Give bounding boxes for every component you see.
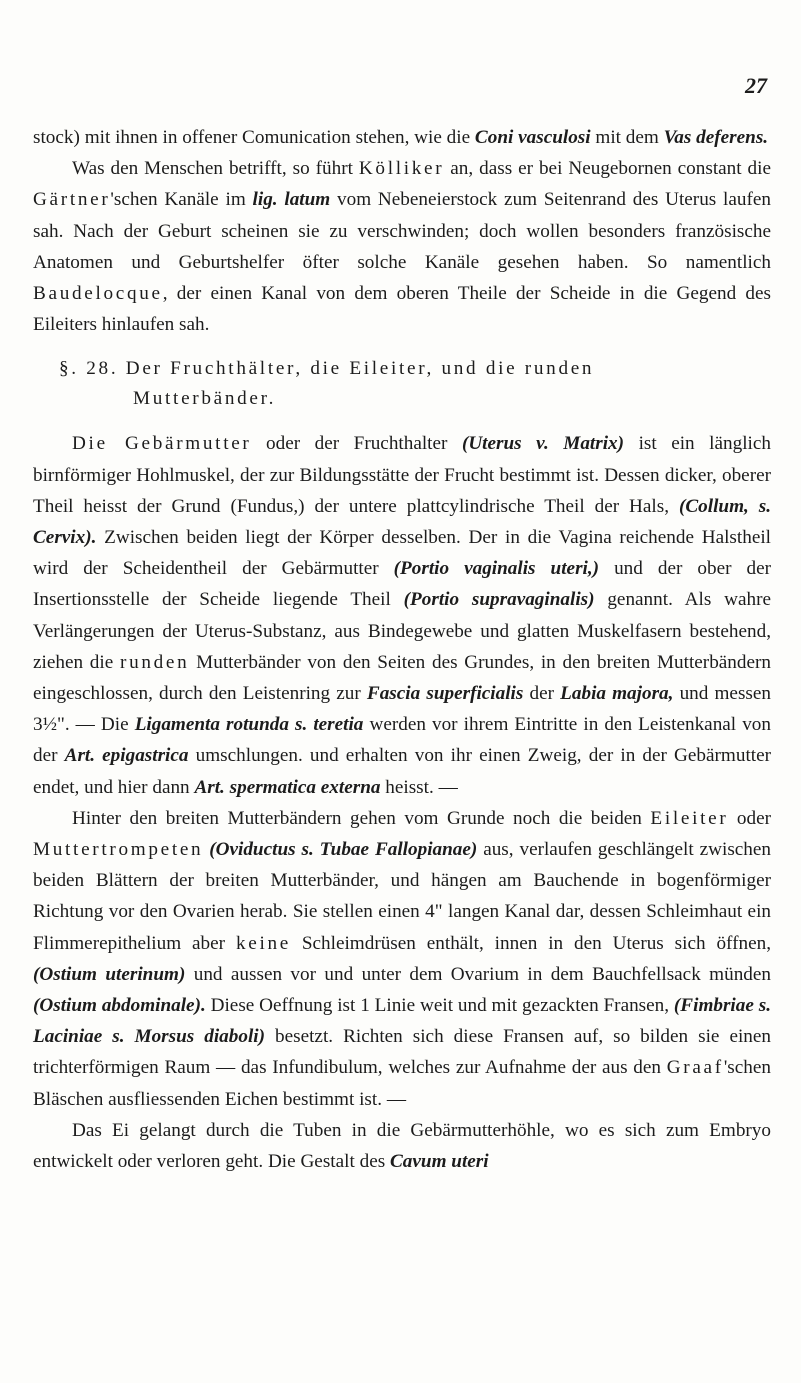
emphasized-term: Die Gebärmutter xyxy=(72,433,252,455)
text-run: und der ober der Insertionsstelle der Scheide liegende Theil xyxy=(33,558,772,611)
latin-term: (Portio vaginalis uteri,) xyxy=(393,558,600,580)
text-run: heisst. — xyxy=(380,776,458,798)
author-name: Graaf xyxy=(666,1057,724,1079)
latin-term: Ligamenta rotunda s. teretia xyxy=(134,714,364,736)
latin-term: Labia majora, xyxy=(560,683,674,705)
text-run: stock) mit ihnen in offener Comunication stehen, wie die xyxy=(33,127,475,148)
text-run: Was den Menschen betrifft, so führt xyxy=(72,158,359,180)
latin-term: (Fimbriae s. Laciniae s. Morsus diaboli) xyxy=(33,995,771,1048)
text-run: umschlungen. und erhalten von ihr einen Zweig, der in der Gebärmutter endet, und hier dann xyxy=(33,745,772,798)
latin-term: Coni vasculosi xyxy=(474,127,591,148)
latin-term: Vas deferens. xyxy=(663,127,769,148)
section-heading xyxy=(33,354,771,414)
section-heading-line1: §. 28. Der Fruchthälter, die Eileiter, und die runden xyxy=(59,358,595,380)
emphasized-term: Muttertrompeten xyxy=(33,839,204,861)
text-run: oder xyxy=(728,807,772,829)
text-run: ist ein länglich birnförmiger Hohlmuskel, der zur Bildungsstätte der Frucht bestimmt ist. Dessen dicker, oberer Theil heisst der Grund (Fundus,) der untere plattcylindrische Theil der Hals, xyxy=(33,433,771,517)
text-run: 'schen Kanäle im xyxy=(110,189,253,211)
text-run: , der einen Kanal von dem oberen Theile der Scheide in die Gegend des Eileiters hinlaufen sah. xyxy=(33,283,771,336)
latin-term: (Uterus v. Matrix) xyxy=(461,433,625,455)
page-number: 27 xyxy=(745,73,767,98)
emphasized-term: keine xyxy=(235,932,291,954)
latin-term: (Portio supravaginalis) xyxy=(403,589,595,611)
latin-term: Cavum uteri xyxy=(389,1151,489,1173)
latin-term: (Oviductus s. Tubae Fallopianae) xyxy=(209,839,478,861)
author-name: Kölliker xyxy=(358,158,445,180)
text-block xyxy=(33,122,771,1177)
latin-term: (Ostium uterinum) xyxy=(33,963,186,985)
latin-term: (Collum, s. Cervix). xyxy=(33,495,771,549)
paragraph-gebaermutter xyxy=(33,428,771,802)
paragraph-ei xyxy=(33,1115,771,1177)
text-run: Schleimdrüsen enthält, innen in den Uterus sich öffnen, xyxy=(290,932,771,954)
text-run: 'schen Bläschen ausfliessenden Eichen bestimmt ist. — xyxy=(33,1057,771,1110)
text-run: besetzt. Richten sich diese Fransen auf, so bilden sie einen trichterförmigen Raum — das Infundibulum, welches zur Aufnahme der aus den xyxy=(33,1026,771,1079)
text-run: werden vor ihrem Eintritte in den Leistenkanal von der xyxy=(33,714,771,767)
text-run: Mutterbänder von den Seiten des Grundes, in den breiten Mutterbändern eingeschlossen, durch den Leistenring zur xyxy=(33,651,771,705)
text-run: Zwischen beiden liegt der Körper desselben. Der in die Vagina reichende Halstheil wird der Scheidentheil der Gebärmutter xyxy=(33,527,771,580)
latin-term: Fascia superficialis xyxy=(366,683,524,705)
paragraph-continuation xyxy=(33,122,771,153)
latin-term: (Ostium abdominale). xyxy=(33,995,206,1017)
text-run: Diese Oeffnung ist 1 Linie weit und mit gezackten Fransen, xyxy=(205,995,674,1017)
text-run: Das Ei gelangt durch die Tuben in die Gebärmutterhöhle, wo es sich zum Embryo entwickelt oder verloren geht. Die Gestalt des xyxy=(33,1119,771,1173)
latin-term: Art. spermatica externa xyxy=(194,776,381,798)
text-run: und messen 3½". — Die xyxy=(33,683,771,736)
emphasized-term: runden xyxy=(120,651,190,673)
paragraph-koelliker xyxy=(33,153,771,340)
text-run: aus, verlaufen geschlängelt zwischen beiden Blättern der breiten Mutterbänder, und hängen am Bauchende in bogenförmiger Richtung vor den Ovarien herab. Sie stellen einen 4" langen Kanal dar, dessen Schleimhaut ein Flimmerepithelium aber xyxy=(33,839,772,954)
text-run: Hinter den breiten Mutterbändern gehen vom Grunde noch die beiden xyxy=(72,807,651,829)
text-run: mit dem xyxy=(590,127,664,148)
text-run: vom Nebeneierstock zum Seitenrand des Uterus laufen sah. Nach der Geburt scheinen sie zu verschwinden; doch wollen besonders französische Anatomen und Geburtshelfer öfter solche Kanäle gesehen haben. So namentlich xyxy=(33,189,771,273)
author-name: Gärtner xyxy=(33,189,111,211)
paragraph-eileiter xyxy=(33,803,771,1115)
text-run: an, dass er bei Neugebornen constant die xyxy=(444,158,771,180)
text-run: der xyxy=(523,683,561,705)
section-heading-line2: Mutterbänder. xyxy=(133,388,277,410)
text-run: oder der Fruchthalter xyxy=(251,433,462,455)
text-run: und aussen vor und unter dem Ovarium in dem Bauchfellsack münden xyxy=(185,963,771,985)
latin-term: Art. epigastrica xyxy=(64,745,189,767)
emphasized-term: Eileiter xyxy=(650,807,729,829)
text-run: genannt. Als wahre Verlängerungen der Uterus-Substanz, aus Bindegewebe und glatten Muskelfasern bestehend, ziehen die xyxy=(33,589,771,673)
author-name: Baudelocque xyxy=(33,283,163,305)
latin-term: lig. latum xyxy=(252,189,331,211)
